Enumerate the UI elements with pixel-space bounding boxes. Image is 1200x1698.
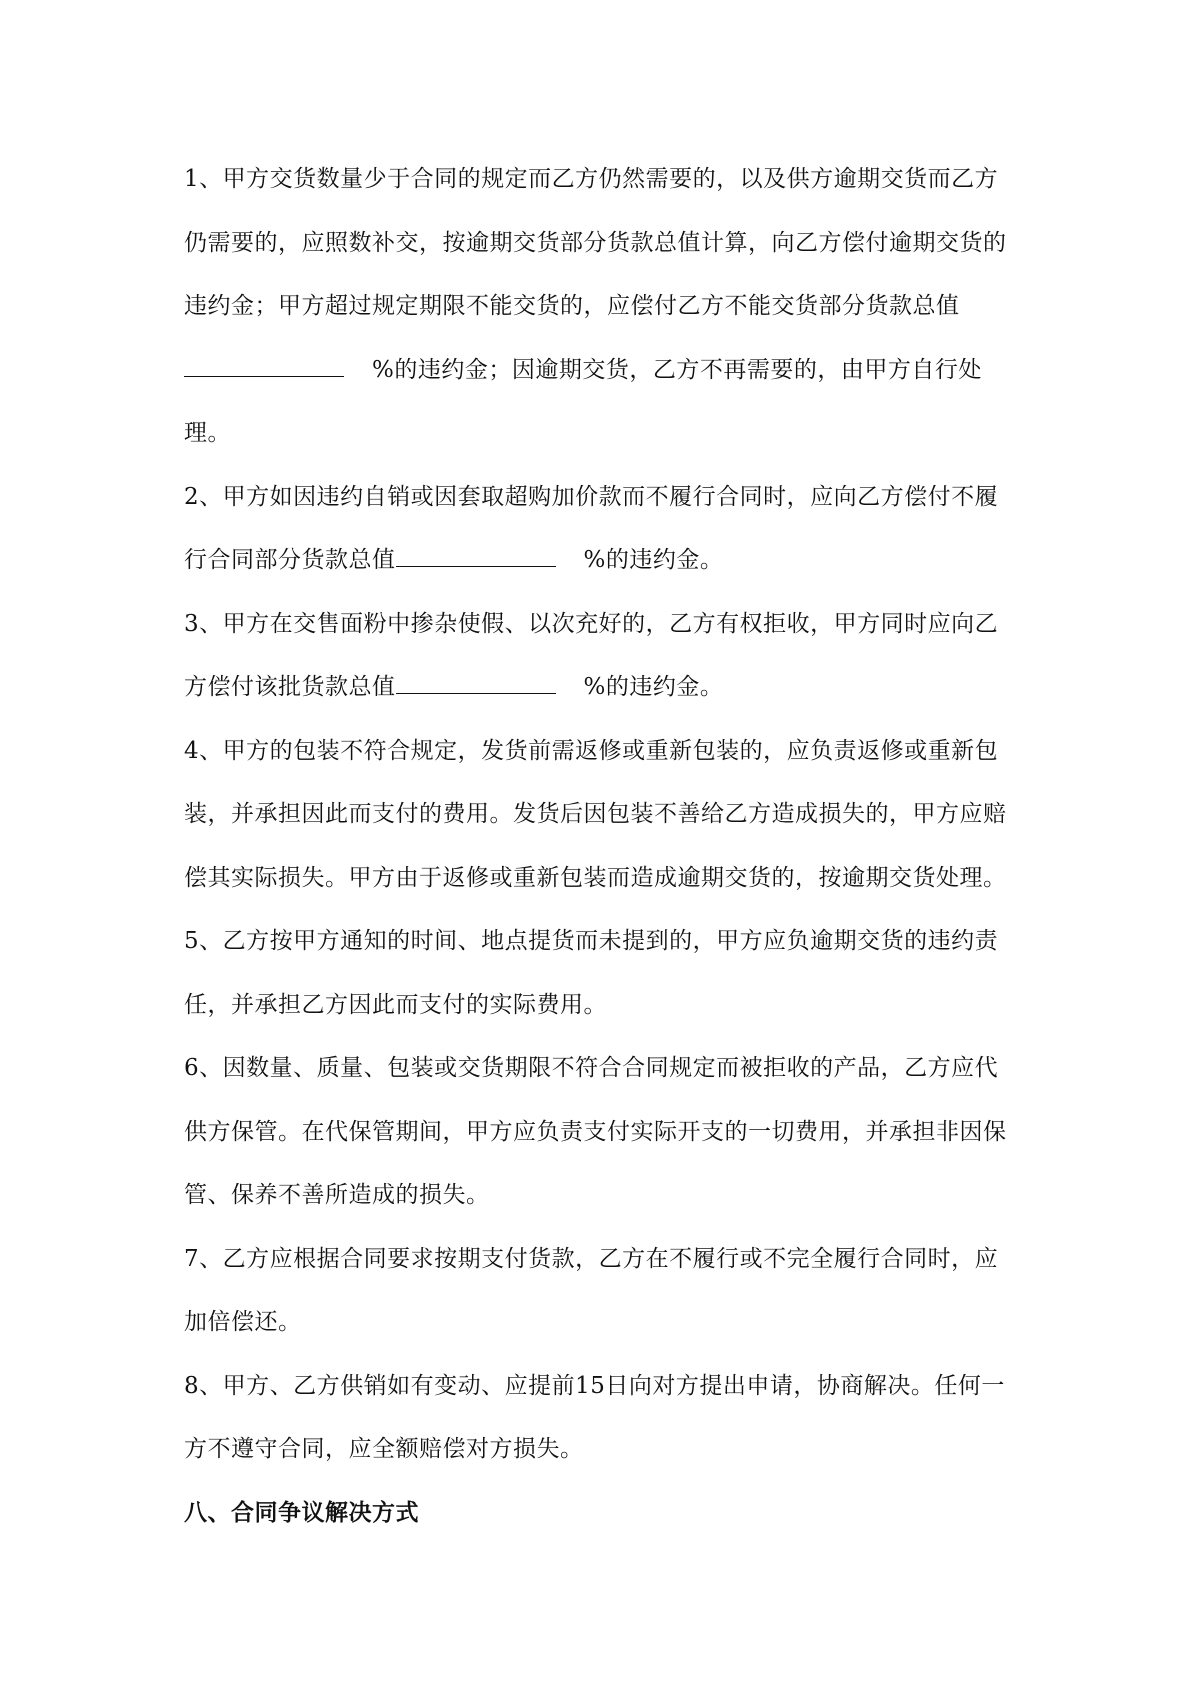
clause-8: 8、甲方、乙方供销如有变动、应提前15日向对方提出申请，协商解决。任何一方不遵守合同，应全额赔偿对方损失。 (184, 1372, 1005, 1462)
fill-in-blank[interactable] (184, 350, 344, 377)
clause-2-text-after: %的违约金。 (583, 547, 724, 573)
clause-6: 6、因数量、质量、包装或交货期限不符合合同规定而被拒收的产品，乙方应代供方保管。在代保管期间，甲方应负责支付实际开支的一切费用，并承担非因保管、保养不善所造成的损失。 (184, 1055, 1007, 1208)
clause-1-text-after: %的违约金；因逾期交货，乙方不再需要的，由甲方自行处理。 (184, 356, 982, 446)
document-page (184, 148, 1020, 1545)
clause-7: 7、乙方应根据合同要求按期支付货款，乙方在不履行或不完全履行合同时，应加倍偿还。 (184, 1245, 999, 1335)
clause-4: 4、甲方的包装不符合规定，发货前需返修或重新包装的，应负责返修或重新包装，并承担因此而支付的费用。发货后因包装不善给乙方造成损失的，甲方应赔偿其实际损失。甲方由于返修或重新包装而造成逾期交货的，按逾期交货处理。 (184, 737, 1007, 891)
clause-2 (184, 466, 1020, 593)
clause-1 (184, 148, 1020, 466)
clause-3-text-after: %的违约金。 (583, 674, 724, 700)
clause-5: 5、乙方按甲方通知的时间、地点提货而未提到的，甲方应负逾期交货的违约责任，并承担乙方因此而支付的实际费用。 (184, 928, 999, 1018)
clause-3-text: 3、甲方在交售面粉中掺杂使假、以次充好的，乙方有权拒收，甲方同时应向乙方偿付该批货款总值 (184, 610, 999, 700)
section-heading: 八、合同争议解决方式 (184, 1499, 419, 1526)
fill-in-blank[interactable] (396, 667, 556, 694)
clause-3 (184, 593, 1020, 720)
fill-in-blank[interactable] (396, 540, 556, 567)
clause-2-text: 2、甲方如因违约自销或因套取超购加价款而不履行合同时，应向乙方偿付不履行合同部分货款总值 (184, 483, 999, 573)
clause-1-text: 1、甲方交货数量少于合同的规定而乙方仍然需要的，以及供方逾期交货而乙方仍需要的，应照数补交，按逾期交货部分货款总值计算，向乙方偿付逾期交货的违约金；甲方超过规定期限不能交货的，应偿付乙方不能交货部分货款总值 (184, 166, 1007, 319)
